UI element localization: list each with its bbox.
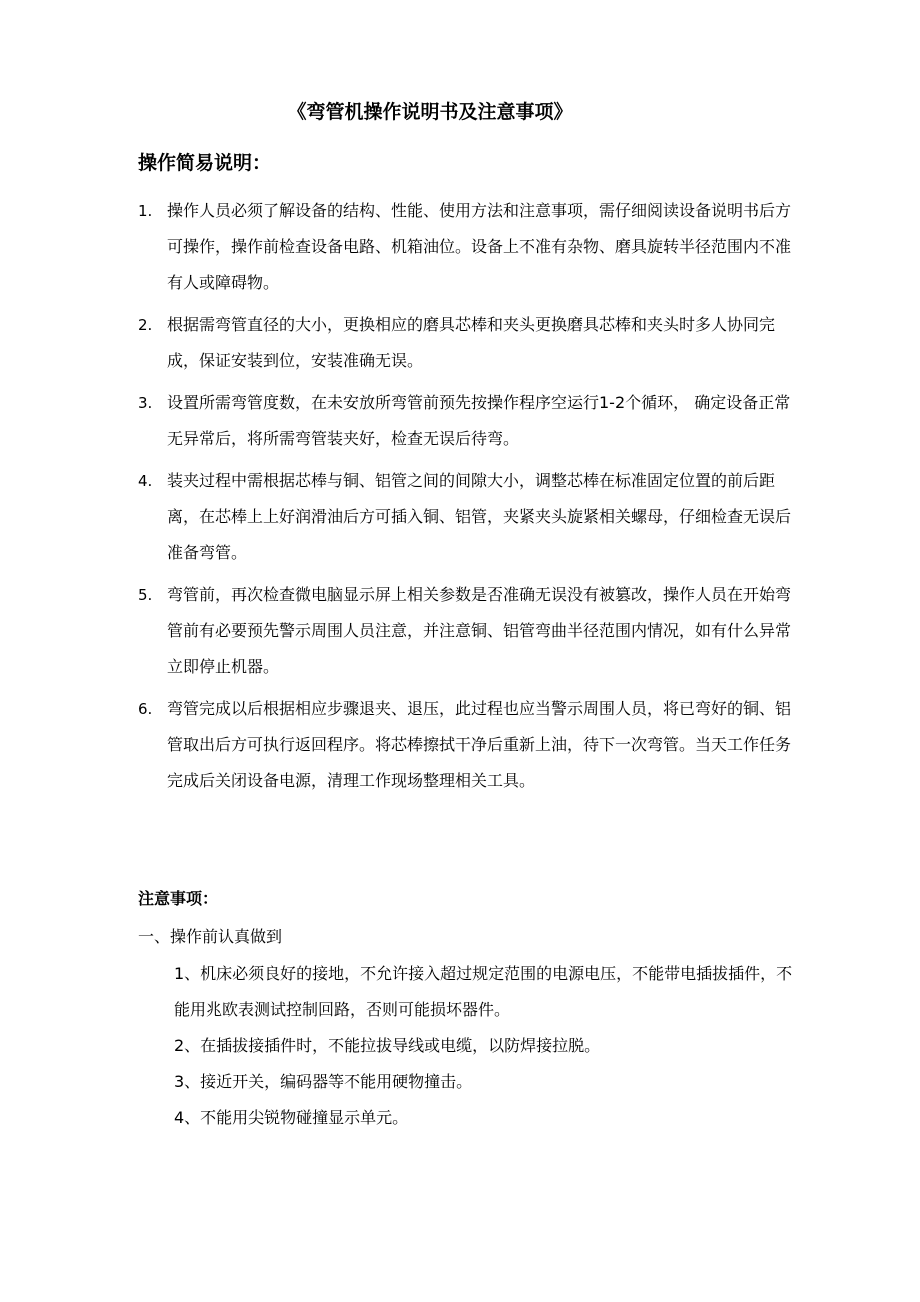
list-item <box>138 691 798 799</box>
list-item-number: 3. <box>138 394 153 412</box>
list-item <box>138 307 798 379</box>
list-item-number: 6. <box>138 700 153 718</box>
note-item: 3、接近开关，编码器等不能用硬物撞击。 <box>174 1072 473 1091</box>
list-item-text: 操作人员必须了解设备的结构、性能、使用方法和注意事项，需仔细阅读设备说明书后方可操作，操作前检查设备电路、机箱油位。设备上不准有杂物、磨具旋转半径范围内不准有人或障碍物。 <box>167 201 792 292</box>
list-item-number: 5. <box>138 586 153 604</box>
notes-group-heading: 一、操作前认真做到 <box>138 927 283 946</box>
list-item <box>138 193 798 301</box>
notes-section-heading: 注意事项： <box>138 889 219 908</box>
list-item-text: 装夹过程中需根据芯棒与铜、铝管之间的间隙大小，调整芯棒在标准固定位置的前后距离，在芯棒上上好润滑油后方可插入铜、铝管，夹紧夹头旋紧相关螺母，仔细检查无误后准备弯管。 <box>167 471 792 562</box>
list-item <box>138 577 798 685</box>
list-item-text: 设置所需弯管度数，在未安放所弯管前预先按操作程序空运行1-2个循环， 确定设备正常无异常后，将所需弯管装夹好，检查无误后待弯。 <box>167 393 791 448</box>
list-item <box>138 385 798 457</box>
note-item: 4、不能用尖锐物碰撞显示单元。 <box>174 1108 409 1127</box>
note-item: 2、在插拔接插件时，不能拉拔导线或电缆，以防焊接拉脱。 <box>174 1036 601 1055</box>
list-item-text: 弯管前，再次检查微电脑显示屏上相关参数是否准确无误没有被篡改，操作人员在开始弯管前有必要预先警示周围人员注意，并注意铜、铝管弯曲半径范围内情况，如有什么异常立即停止机器。 <box>167 585 792 676</box>
list-item-number: 2. <box>138 316 153 334</box>
note-item: 1、机床必须良好的接地，不允许接入超过规定范围的电源电压，不能带电插拔插件，不能用兆欧表测试控制回路，否则可能损坏器件。 <box>174 964 793 1019</box>
notes-list <box>174 956 794 1136</box>
list-item-text: 根据需弯管直径的大小，更换相应的磨具芯棒和夹头更换磨具芯棒和夹头时多人协同完成，保证安装到位，安装准确无误。 <box>167 315 776 370</box>
list-item-number: 1. <box>138 202 153 220</box>
list-item-text: 弯管完成以后根据相应步骤退夹、退压，此过程也应当警示周围人员，将已弯好的铜、铝管取出后方可执行返回程序。将芯棒擦拭干净后重新上油，待下一次弯管。当天工作任务完成后关闭设备电源，清理工作现场整理相关工具。 <box>167 699 792 790</box>
document-title: 《弯管机操作说明书及注意事项》 <box>287 101 573 123</box>
operation-steps-list <box>138 193 798 805</box>
list-item-number: 4. <box>138 472 153 490</box>
list-item <box>138 463 798 571</box>
operation-section-heading: 操作简易说明： <box>138 152 272 174</box>
